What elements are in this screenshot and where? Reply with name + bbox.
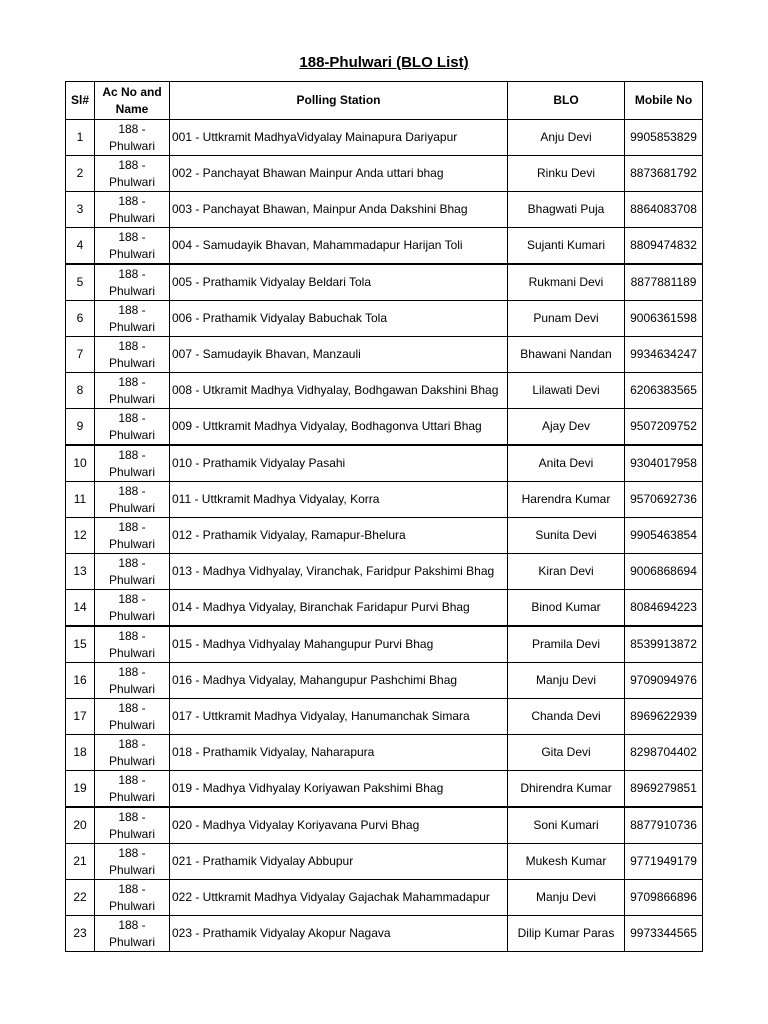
row-blo: Chanda Devi [508, 699, 625, 735]
row-ac: 188 - Phulwari [95, 518, 170, 554]
row-ac: 188 - Phulwari [95, 626, 170, 663]
row-station: 001 - Uttkramit MadhyaVidyalay Mainapura Dariyapur [170, 120, 508, 156]
row-blo: Anita Devi [508, 445, 625, 482]
row-station: 011 - Uttkramit Madhya Vidyalay, Korra [170, 482, 508, 518]
row-ac: 188 - Phulwari [95, 663, 170, 699]
table-row [66, 880, 703, 916]
row-sl: 2 [66, 156, 95, 192]
table-row [66, 120, 703, 156]
row-sl: 21 [66, 844, 95, 880]
row-station: 008 - Utkramit Madhya Vidhyalay, Bodhgawan Dakshini Bhag [170, 373, 508, 409]
table-row [66, 518, 703, 554]
title-text: 188-Phulwari (BLO List) [299, 54, 469, 71]
row-blo: Harendra Kumar [508, 482, 625, 518]
row-mobile: 9905853829 [625, 120, 703, 156]
page-title [0, 54, 768, 71]
row-blo: Binod Kumar [508, 590, 625, 627]
row-blo: Sujanti Kumari [508, 228, 625, 265]
row-mobile: 8969622939 [625, 699, 703, 735]
row-station: 018 - Prathamik Vidyalay, Naharapura [170, 735, 508, 771]
table-row [66, 409, 703, 446]
blo-table [65, 81, 703, 952]
row-sl: 11 [66, 482, 95, 518]
table-row [66, 192, 703, 228]
row-ac: 188 - Phulwari [95, 373, 170, 409]
row-mobile: 9709094976 [625, 663, 703, 699]
row-sl: 5 [66, 264, 95, 301]
row-blo: Manju Devi [508, 880, 625, 916]
row-mobile: 8084694223 [625, 590, 703, 627]
table-row [66, 916, 703, 952]
row-ac: 188 - Phulwari [95, 409, 170, 446]
row-station: 021 - Prathamik Vidyalay Abbupur [170, 844, 508, 880]
row-mobile: 9006361598 [625, 301, 703, 337]
row-station: 012 - Prathamik Vidyalay, Ramapur-Bhelura [170, 518, 508, 554]
table-row [66, 482, 703, 518]
row-station: 010 - Prathamik Vidyalay Pasahi [170, 445, 508, 482]
row-ac: 188 - Phulwari [95, 735, 170, 771]
table-row [66, 699, 703, 735]
row-sl: 1 [66, 120, 95, 156]
row-station: 017 - Uttkramit Madhya Vidyalay, Hanumanchak Simara [170, 699, 508, 735]
row-blo: Rukmani Devi [508, 264, 625, 301]
row-mobile: 9934634247 [625, 337, 703, 373]
row-mobile: 8877881189 [625, 264, 703, 301]
row-mobile: 8873681792 [625, 156, 703, 192]
table-row [66, 228, 703, 265]
row-station: 006 - Prathamik Vidyalay Babuchak Tola [170, 301, 508, 337]
row-mobile: 6206383565 [625, 373, 703, 409]
row-blo: Punam Devi [508, 301, 625, 337]
row-sl: 7 [66, 337, 95, 373]
row-blo: Ajay Dev [508, 409, 625, 446]
table-row [66, 807, 703, 844]
header-mobile: Mobile No [625, 82, 703, 120]
row-sl: 6 [66, 301, 95, 337]
row-ac: 188 - Phulwari [95, 590, 170, 627]
row-mobile: 9006868694 [625, 554, 703, 590]
row-ac: 188 - Phulwari [95, 156, 170, 192]
row-mobile: 9973344565 [625, 916, 703, 952]
row-ac: 188 - Phulwari [95, 120, 170, 156]
row-sl: 19 [66, 771, 95, 808]
row-ac: 188 - Phulwari [95, 228, 170, 265]
row-blo: Soni Kumari [508, 807, 625, 844]
row-mobile: 8969279851 [625, 771, 703, 808]
row-mobile: 8809474832 [625, 228, 703, 265]
row-sl: 13 [66, 554, 95, 590]
row-mobile: 8298704402 [625, 735, 703, 771]
row-ac: 188 - Phulwari [95, 192, 170, 228]
table-row [66, 301, 703, 337]
row-blo: Mukesh Kumar [508, 844, 625, 880]
header-station: Polling Station [170, 82, 508, 120]
row-blo: Lilawati Devi [508, 373, 625, 409]
row-sl: 12 [66, 518, 95, 554]
row-blo: Dhirendra Kumar [508, 771, 625, 808]
row-mobile: 8877910736 [625, 807, 703, 844]
table-row [66, 373, 703, 409]
row-sl: 14 [66, 590, 95, 627]
row-blo: Bhagwati Puja [508, 192, 625, 228]
row-mobile: 8539913872 [625, 626, 703, 663]
row-ac: 188 - Phulwari [95, 699, 170, 735]
row-blo: Anju Devi [508, 120, 625, 156]
header-ac: Ac No and Name [95, 82, 170, 120]
row-sl: 4 [66, 228, 95, 265]
row-station: 005 - Prathamik Vidyalay Beldari Tola [170, 264, 508, 301]
table-row [66, 844, 703, 880]
row-mobile: 9304017958 [625, 445, 703, 482]
table-row [66, 156, 703, 192]
row-station: 020 - Madhya Vidyalay Koriyavana Purvi Bhag [170, 807, 508, 844]
table-body [66, 120, 703, 952]
row-station: 007 - Samudayik Bhavan, Manzauli [170, 337, 508, 373]
row-station: 023 - Prathamik Vidyalay Akopur Nagava [170, 916, 508, 952]
row-ac: 188 - Phulwari [95, 916, 170, 952]
row-ac: 188 - Phulwari [95, 482, 170, 518]
row-sl: 17 [66, 699, 95, 735]
row-station: 015 - Madhya Vidhyalay Mahangupur Purvi Bhag [170, 626, 508, 663]
row-blo: Bhawani Nandan [508, 337, 625, 373]
row-mobile: 9709866896 [625, 880, 703, 916]
table-row [66, 337, 703, 373]
row-blo: Sunita Devi [508, 518, 625, 554]
row-ac: 188 - Phulwari [95, 337, 170, 373]
table-row [66, 554, 703, 590]
row-blo: Rinku Devi [508, 156, 625, 192]
row-station: 022 - Uttkramit Madhya Vidyalay Gajachak Mahammadapur [170, 880, 508, 916]
row-mobile: 9771949179 [625, 844, 703, 880]
row-ac: 188 - Phulwari [95, 844, 170, 880]
row-blo: Kiran Devi [508, 554, 625, 590]
row-sl: 16 [66, 663, 95, 699]
row-station: 016 - Madhya Vidyalay, Mahangupur Pashchimi Bhag [170, 663, 508, 699]
row-sl: 9 [66, 409, 95, 446]
table-row [66, 626, 703, 663]
row-station: 002 - Panchayat Bhawan Mainpur Anda uttari bhag [170, 156, 508, 192]
row-sl: 18 [66, 735, 95, 771]
row-blo: Pramila Devi [508, 626, 625, 663]
header-sl: Sl# [66, 82, 95, 120]
row-station: 013 - Madhya Vidhyalay, Viranchak, Faridpur Pakshimi Bhag [170, 554, 508, 590]
row-ac: 188 - Phulwari [95, 445, 170, 482]
row-mobile: 9905463854 [625, 518, 703, 554]
row-blo: Dilip Kumar Paras [508, 916, 625, 952]
table-row [66, 663, 703, 699]
row-mobile: 8864083708 [625, 192, 703, 228]
row-station: 019 - Madhya Vidhyalay Koriyawan Pakshimi Bhag [170, 771, 508, 808]
row-mobile: 9507209752 [625, 409, 703, 446]
table-row [66, 445, 703, 482]
row-ac: 188 - Phulwari [95, 301, 170, 337]
row-sl: 22 [66, 880, 95, 916]
row-ac: 188 - Phulwari [95, 771, 170, 808]
row-station: 009 - Uttkramit Madhya Vidyalay, Bodhagonva Uttari Bhag [170, 409, 508, 446]
row-ac: 188 - Phulwari [95, 554, 170, 590]
header-blo: BLO [508, 82, 625, 120]
row-ac: 188 - Phulwari [95, 880, 170, 916]
table-header-row [66, 82, 703, 120]
row-blo: Gita Devi [508, 735, 625, 771]
row-sl: 3 [66, 192, 95, 228]
row-station: 003 - Panchayat Bhawan, Mainpur Anda Dakshini Bhag [170, 192, 508, 228]
row-mobile: 9570692736 [625, 482, 703, 518]
row-blo: Manju Devi [508, 663, 625, 699]
row-sl: 10 [66, 445, 95, 482]
table-row [66, 264, 703, 301]
row-ac: 188 - Phulwari [95, 807, 170, 844]
row-sl: 15 [66, 626, 95, 663]
row-station: 004 - Samudayik Bhavan, Mahammadapur Harijan Toli [170, 228, 508, 265]
table-row [66, 735, 703, 771]
row-sl: 20 [66, 807, 95, 844]
row-sl: 23 [66, 916, 95, 952]
table-row [66, 771, 703, 808]
row-sl: 8 [66, 373, 95, 409]
row-ac: 188 - Phulwari [95, 264, 170, 301]
row-station: 014 - Madhya Vidyalay, Biranchak Faridapur Purvi Bhag [170, 590, 508, 627]
table-row [66, 590, 703, 627]
